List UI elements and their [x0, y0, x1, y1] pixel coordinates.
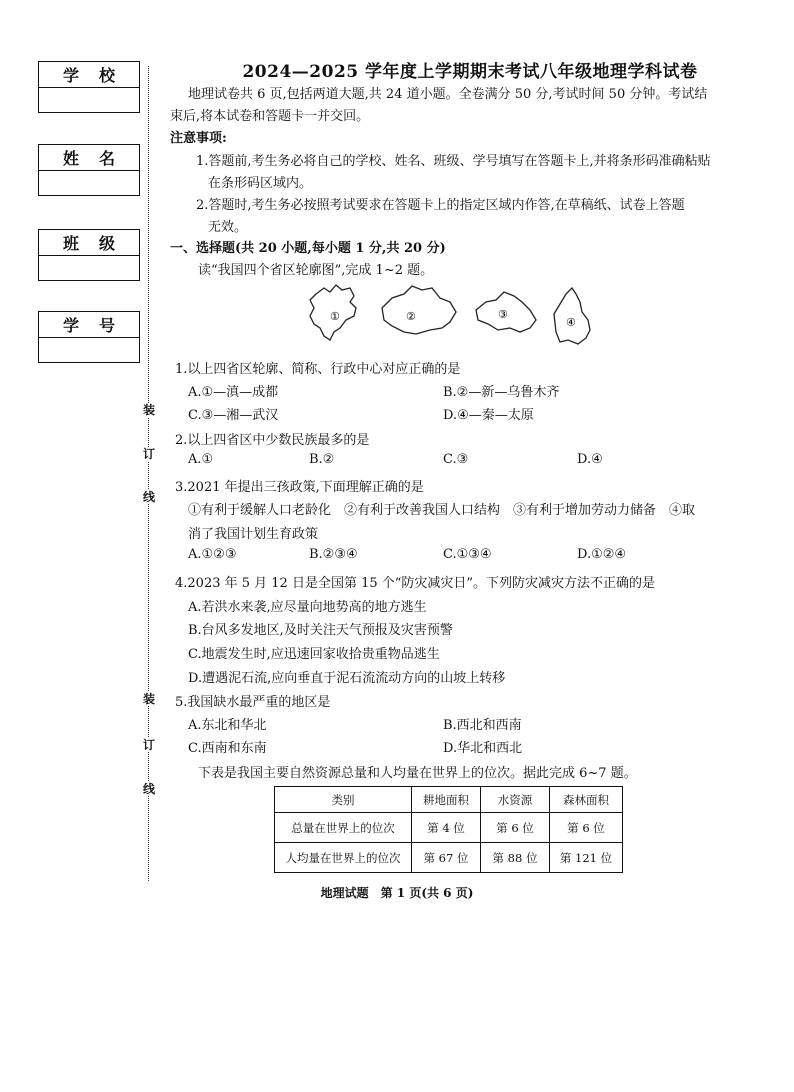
province-outline-map: [300, 280, 600, 352]
intro-line-1: 地理试卷共 6 页,包括两道大题,共 24 道小题。全卷满分 50 分,考试时间 50 分钟。考试结: [188, 87, 708, 102]
q3-option-b: B.②③④: [309, 547, 358, 562]
section-title: 一、选择题(共 20 小题,每小题 1 分,共 20 分): [170, 241, 446, 256]
table-cell: 第 6 位: [550, 813, 623, 843]
exam-title: 2024—2025 学年度上学期期末考试八年级地理学科试卷: [242, 62, 698, 82]
table-header-cell: 类别: [275, 787, 412, 813]
cut-char: 线: [143, 782, 156, 796]
school-label: 学 校: [39, 62, 139, 88]
number-label: 学 号: [39, 312, 139, 338]
q4-option-b: B.台风多发地区,及时关注天气预报及灾害预警: [188, 623, 453, 638]
class-label: 班 级: [39, 230, 139, 256]
q5-option-b: B.西北和西南: [443, 718, 522, 733]
name-box: [38, 144, 140, 196]
q1-option-c: C.③—湘—武汉: [188, 408, 279, 423]
intro-line-2: 束后,将本试卷和答题卡一并交回。: [170, 109, 370, 124]
q2-option-b: B.②: [309, 452, 335, 467]
q4-stem: 4.2023 年 5 月 12 日是全国第 15 个“防灾减灾日”。下列防灾减灾方法不正确的是: [175, 576, 656, 591]
school-box: [38, 61, 140, 113]
table-header-row: [275, 787, 623, 813]
note-1b: 在条形码区域内。: [208, 176, 313, 191]
q1-option-a: A.①—滇—成都: [188, 385, 279, 400]
map-label-3: ③: [498, 308, 508, 321]
q3-option-a: A.①②③: [188, 547, 237, 562]
q5-option-d: D.华北和西北: [443, 741, 523, 756]
q4-option-c: C.地震发生时,应迅速回家收拾贵重物品逃生: [188, 647, 440, 662]
note-2a: 2.答题时,考生务必按照考试要求在答题卡上的指定区域内作答,在草稿纸、试卷上答题: [196, 198, 685, 213]
q4-option-a: A.若洪水来袭,应尽量向地势高的地方逃生: [188, 600, 427, 615]
cut-char: 线: [143, 490, 156, 504]
table-cell: 第 121 位: [550, 843, 623, 873]
q3-option-d: D.①②④: [577, 547, 627, 562]
cut-char: 订: [143, 738, 156, 752]
province-outline-2: [382, 286, 456, 334]
table-cell: 第 67 位: [412, 843, 481, 873]
q3-line-3: 消了我国计划生育政策: [188, 527, 319, 542]
name-label: 姓 名: [39, 145, 139, 171]
table-header-cell: 森林面积: [550, 787, 623, 813]
q2-stem: 2.以上四省区中少数民族最多的是: [175, 433, 370, 448]
cut-char: 装: [143, 403, 156, 417]
table-header-cell: 水资源: [481, 787, 550, 813]
q2-option-a: A.①: [188, 452, 214, 467]
number-box: [38, 311, 140, 363]
class-box: [38, 229, 140, 281]
notes-title: 注意事项:: [170, 131, 227, 146]
cut-char: 装: [143, 692, 156, 706]
map-label-1: ①: [330, 310, 340, 323]
table-cell: 人均量在世界上的位次: [275, 843, 412, 873]
note-2b: 无效。: [208, 220, 248, 235]
q6-intro: 下表是我国主要自然资源总量和人均量在世界上的位次。据此完成 6~7 题。: [198, 766, 637, 781]
note-1a: 1.答题前,考生务必将自己的学校、姓名、班级、学号填写在答题卡上,并将条形码准确粘贴: [196, 154, 711, 169]
resource-rank-table: [274, 786, 623, 873]
map-label-4: ④: [566, 316, 576, 329]
q1-option-b: B.②—新—乌鲁木齐: [443, 385, 560, 400]
table-cell: 第 6 位: [481, 813, 550, 843]
cut-char: 订: [143, 447, 156, 461]
q3-stem: 3.2021 年提出三孩政策,下面理解正确的是: [175, 480, 424, 495]
q5-option-a: A.东北和华北: [188, 718, 267, 733]
q2-option-d: D.④: [577, 452, 603, 467]
q4-option-d: D.遭遇泥石流,应向垂直于泥石流流动方向的山坡上转移: [188, 671, 506, 686]
table-row: [275, 813, 623, 843]
table-row: [275, 843, 623, 873]
map-label-2: ②: [406, 310, 416, 323]
table-cell: 第 4 位: [412, 813, 481, 843]
table-header-cell: 耕地面积: [412, 787, 481, 813]
q5-option-c: C.西南和东南: [188, 741, 267, 756]
section-intro: 读“我国四个省区轮廓图”,完成 1~2 题。: [198, 263, 434, 278]
q1-stem: 1.以上四省区轮廓、简称、行政中心对应正确的是: [175, 362, 461, 377]
page-footer: 地理试题 第 1 页(共 6 页): [320, 886, 474, 900]
binding-cut-line: [148, 66, 149, 881]
q2-option-c: C.③: [443, 452, 469, 467]
q1-option-d: D.④—秦—太原: [443, 408, 534, 423]
q5-stem: 5.我国缺水最严重的地区是: [175, 695, 331, 710]
q3-line-2: ①有利于缓解人口老龄化 ②有利于改善我国人口结构 ③有利于增加劳动力储备 ④取: [188, 503, 696, 518]
table-cell: 总量在世界上的位次: [275, 813, 412, 843]
q3-option-c: C.①③④: [443, 547, 492, 562]
table-cell: 第 88 位: [481, 843, 550, 873]
